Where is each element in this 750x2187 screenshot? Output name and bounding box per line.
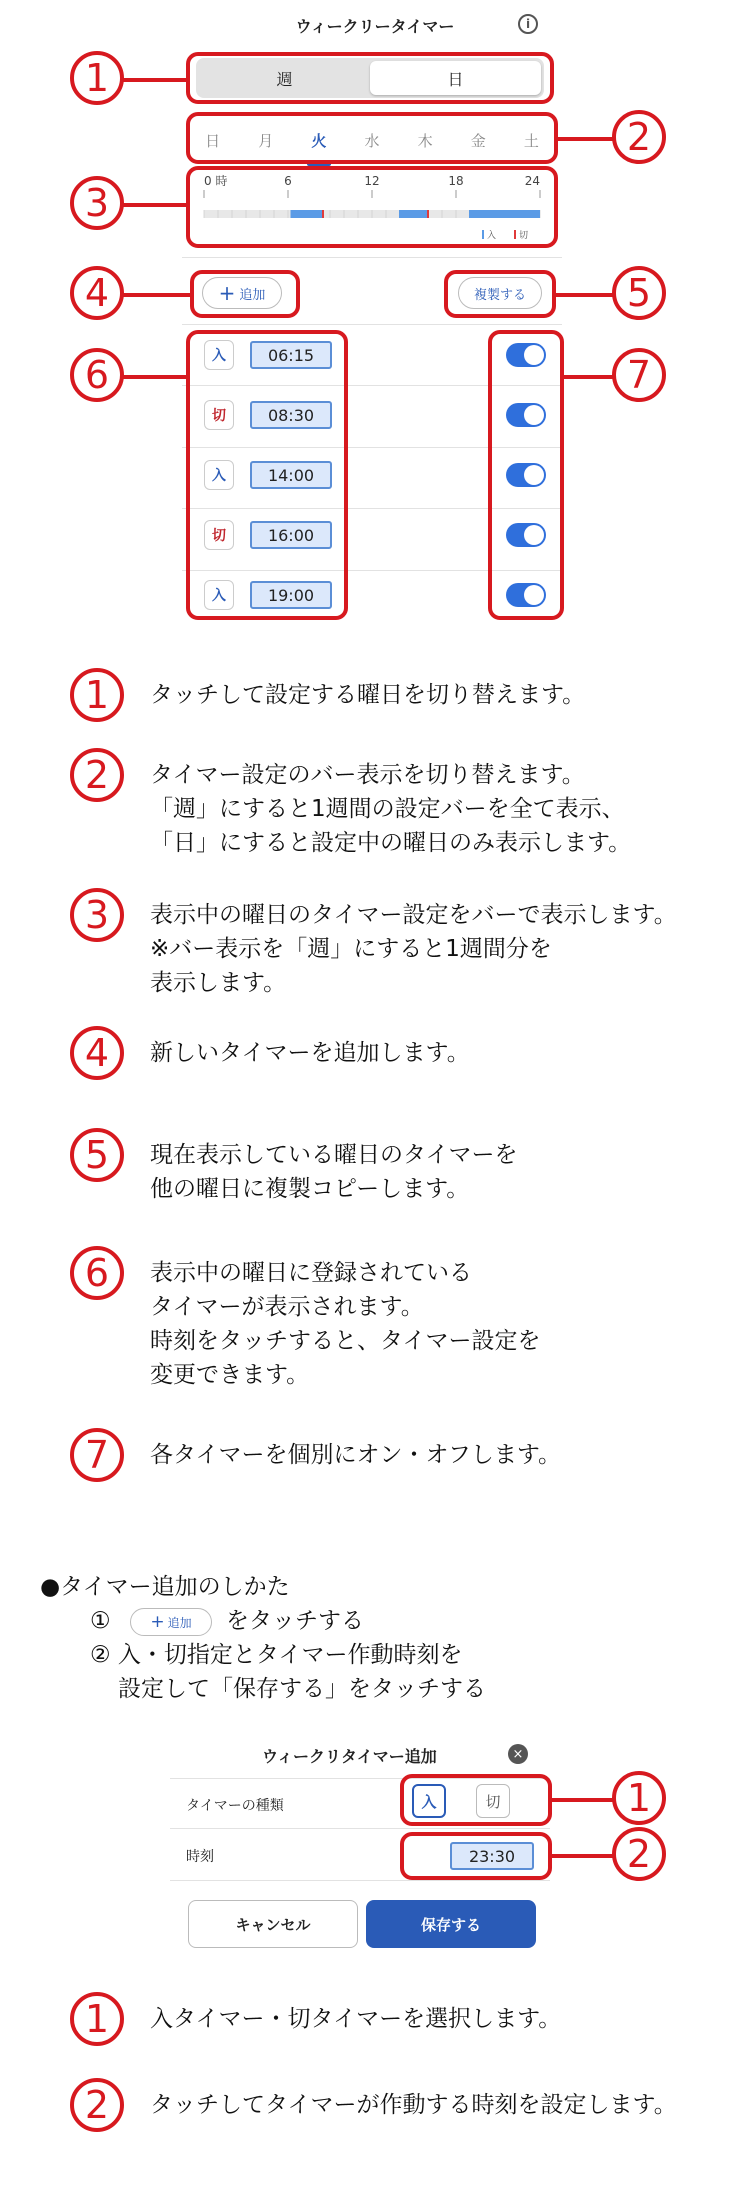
description-number: 7: [70, 1428, 124, 1482]
plus-icon: +: [150, 1611, 165, 1632]
description-text: 新しいタイマーを追加します。: [150, 1040, 470, 1066]
legend-on-label: 入: [487, 231, 497, 241]
annotation-box-7: [488, 330, 564, 620]
view-week-button[interactable]: 週: [276, 69, 293, 89]
description-text: タイマー設定のバー表示を切り替えます。 「週」にすると1週間の設定バーを全て表示、 「日」にすると設定中の曜日のみ表示します。: [150, 762, 632, 856]
copy-label: 複製する: [473, 287, 526, 303]
annotation-callout-5: 5: [612, 266, 666, 320]
howto-heading: ●タイマー追加のしかた: [40, 1574, 290, 1600]
howto-add-label: 追加: [167, 1615, 192, 1630]
description-text: タッチして設定する曜日を切り替えます。: [150, 682, 586, 708]
howto-step2-cont: 設定して「保存する」をタッチする: [118, 1676, 486, 1702]
annotation-callout-6: 6: [70, 348, 124, 402]
tab-day-fri[interactable]: 金: [470, 132, 486, 150]
howto-step1-text: をタッチする: [226, 1608, 364, 1634]
dialog-description-text: 入タイマー・切タイマーを選択します。: [150, 2006, 562, 2032]
timeline-tick-label: 0 時: [204, 174, 228, 188]
description-number: 2: [70, 748, 124, 802]
howto-step1-number: ①: [90, 1608, 111, 1634]
dialog-time-button[interactable]: 23:30: [450, 1842, 534, 1870]
annotation-callout-3: 3: [70, 176, 124, 230]
timer-kind-badge: 切: [204, 400, 234, 430]
annotation-callout-7: 7: [612, 348, 666, 402]
timer-type-label: タイマーの種類: [186, 1798, 284, 1814]
description-text: 表示中の曜日に登録されている タイマーが表示されます。 時刻をタッチすると、タイマー設定を 変更できます。: [150, 1260, 541, 1388]
description-number: 1: [70, 668, 124, 722]
timer-time-button[interactable]: 08:30: [250, 401, 332, 429]
close-icon[interactable]: ×: [508, 1744, 528, 1764]
view-day-button[interactable]: 日: [370, 61, 541, 95]
dialog-annotation-callout-1: 1: [612, 1771, 666, 1825]
annotation-box-3: [186, 166, 558, 248]
tab-day-wed[interactable]: 水: [364, 132, 380, 150]
tab-day-tue[interactable]: 火: [292, 118, 345, 158]
timer-time-button[interactable]: 16:00: [250, 521, 332, 549]
timer-type-on-option[interactable]: 入: [412, 1784, 446, 1818]
timeline-tick-label: 6: [284, 174, 292, 188]
annotation-callout-1: 1: [70, 51, 124, 105]
tab-day-sat[interactable]: 土: [523, 132, 539, 150]
description-text: 現在表示している曜日のタイマーを 他の曜日に複製コピーします。: [150, 1142, 518, 1202]
timeline-tick-label: 12: [364, 174, 380, 188]
time-label: 時刻: [186, 1849, 214, 1865]
timer-time-button[interactable]: 14:00: [250, 461, 332, 489]
dialog-annotation-box-2: [400, 1832, 552, 1880]
annotation-callout-2: 2: [612, 110, 666, 164]
description-text: 各タイマーを個別にオン・オフします。: [150, 1442, 562, 1468]
annotation-box-2: [186, 112, 558, 164]
timer-kind-badge: 切: [204, 520, 234, 550]
description-number: 5: [70, 1128, 124, 1182]
description-number: 6: [70, 1246, 124, 1300]
screen-title: ウィークリータイマー: [295, 17, 455, 36]
tab-day-mon[interactable]: 月: [258, 132, 274, 150]
dialog-description-text: タッチしてタイマーが作動する時刻を設定します。: [150, 2092, 677, 2118]
dialog-description-number: 2: [70, 2078, 124, 2132]
timer-kind-badge: 入: [204, 580, 234, 610]
tab-day-thu[interactable]: 木: [417, 132, 433, 150]
save-button[interactable]: 保存する: [366, 1900, 536, 1948]
annotation-callout-4: 4: [70, 266, 124, 320]
dialog-description-number: 1: [70, 1992, 124, 2046]
annotation-box-5: [444, 270, 556, 318]
timer-time-button[interactable]: 06:15: [250, 341, 332, 369]
legend-off-label: 切: [519, 231, 529, 241]
dialog-title: ウィークリタイマー追加: [262, 1747, 437, 1766]
description-number: 4: [70, 1026, 124, 1080]
description-number: 3: [70, 888, 124, 942]
timeline-tick-label: 24: [524, 174, 540, 188]
description-text: 表示中の曜日のタイマー設定をバーで表示します。 ※バー表示を「週」にすると1週間分を 表示します。: [150, 902, 677, 996]
howto-add-button: [130, 1608, 212, 1636]
add-label: 追加: [239, 287, 266, 303]
howto-step2: ② 入・切指定とタイマー作動時刻を: [90, 1642, 463, 1668]
timer-type-off-option[interactable]: 切: [476, 1784, 510, 1818]
timer-time-button[interactable]: 19:00: [250, 581, 332, 609]
timeline-tick-label: 18: [448, 174, 464, 188]
timer-kind-badge: 入: [204, 460, 234, 490]
timer-kind-badge: 入: [204, 340, 234, 370]
annotation-box-6: [186, 330, 348, 620]
dialog-annotation-callout-2: 2: [612, 1827, 666, 1881]
info-icon[interactable]: i: [518, 14, 538, 34]
cancel-button[interactable]: キャンセル: [188, 1900, 358, 1948]
dialog-annotation-box-1: [400, 1774, 552, 1826]
annotation-box-1: [186, 52, 554, 104]
annotation-box-4: [190, 270, 300, 318]
plus-icon: +: [218, 281, 236, 305]
tab-day-sun[interactable]: 日: [205, 132, 221, 150]
